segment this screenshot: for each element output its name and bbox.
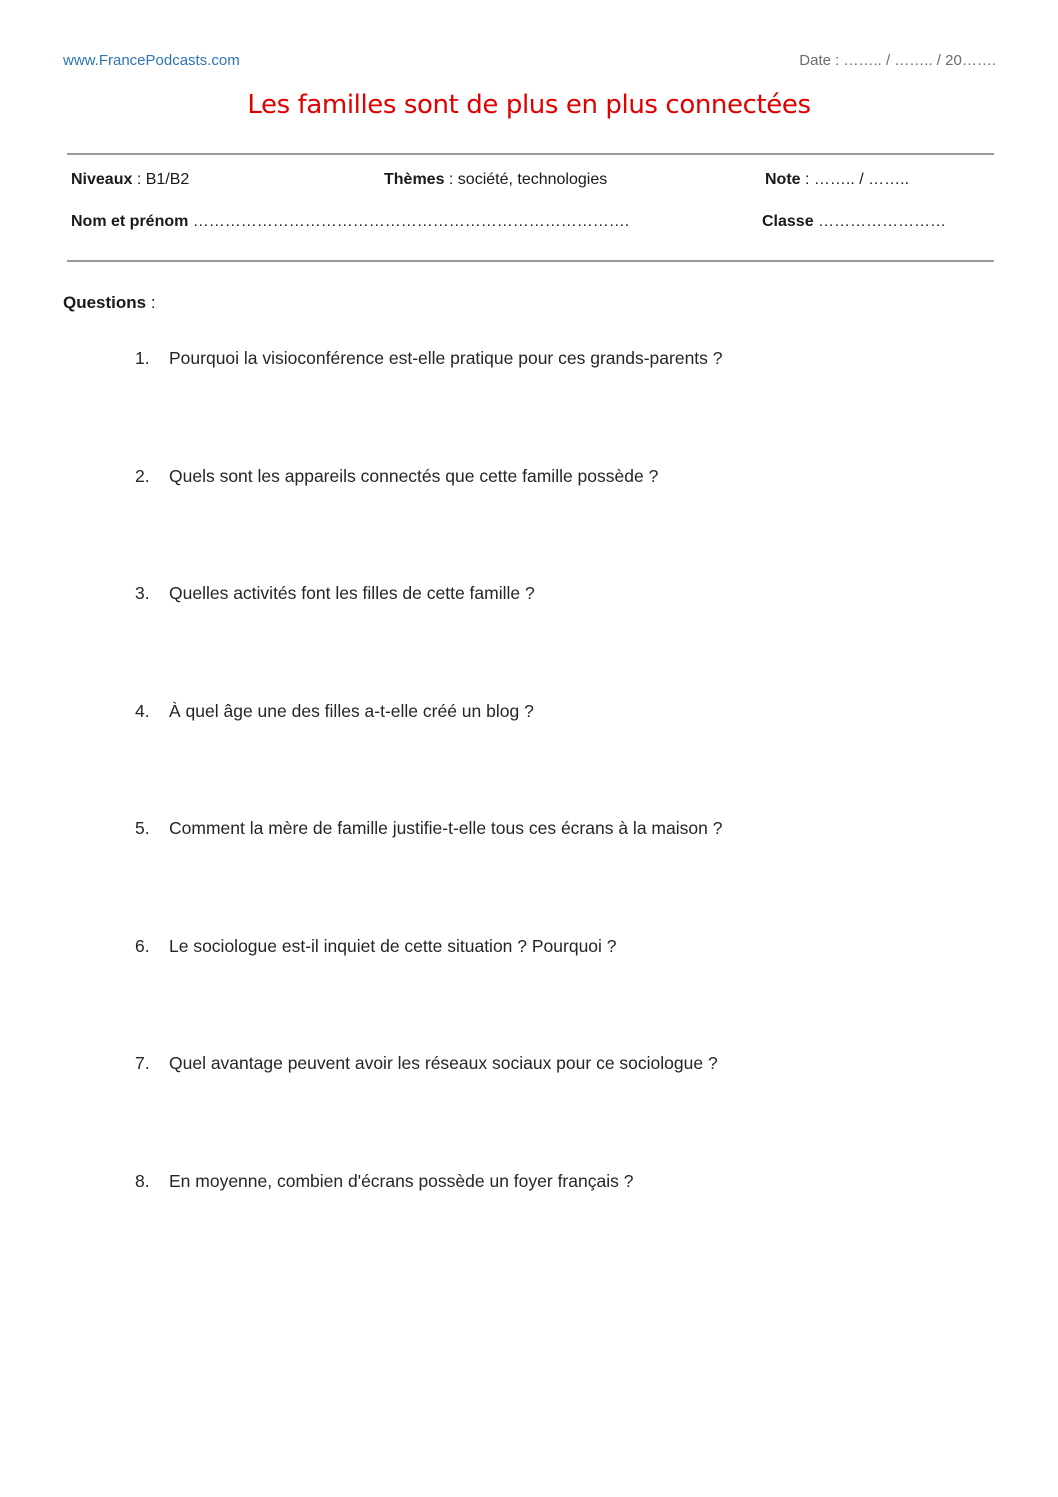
- question-text: Pourquoi la visioconférence est-elle pratique pour ces grands-parents ?: [169, 348, 723, 368]
- question-number: 6.: [135, 936, 150, 956]
- question-number: 3.: [135, 583, 150, 603]
- questions-heading: [63, 293, 156, 313]
- question-number: 1.: [135, 348, 150, 368]
- question-item: [0, 1053, 1058, 1077]
- question-number: 4.: [135, 701, 150, 721]
- themes-field: [384, 171, 607, 189]
- note-label: Note: [765, 171, 801, 188]
- name-field: [71, 213, 629, 231]
- note-value: : …….. / ……..: [800, 171, 910, 188]
- question-number: 2.: [135, 466, 150, 486]
- question-item: [0, 348, 1058, 372]
- question-item: [0, 466, 1058, 490]
- question-text: Le sociologue est-il inquiet de cette situation ? Pourquoi ?: [169, 936, 617, 956]
- site-link[interactable]: www.FrancePodcasts.com: [63, 52, 240, 69]
- class-label: Classe: [762, 213, 814, 230]
- niveaux-label: Niveaux: [71, 171, 133, 188]
- question-text: En moyenne, combien d'écrans possède un foyer français ?: [169, 1171, 634, 1191]
- niveaux-value: : B1/B2: [132, 171, 190, 188]
- question-number: 7.: [135, 1053, 150, 1073]
- question-item: [0, 936, 1058, 960]
- niveaux-field: [71, 171, 189, 189]
- class-field: [762, 213, 946, 231]
- question-item: [0, 818, 1058, 842]
- themes-value: : société, technologies: [444, 171, 608, 188]
- question-item: [0, 583, 1058, 607]
- question-text: Quelles activités font les filles de cette famille ?: [169, 583, 535, 603]
- date-line: Date : …….. / …….. / 20…….: [799, 52, 996, 69]
- page-title: Les familles sont de plus en plus connectées: [247, 90, 811, 120]
- themes-label: Thèmes: [384, 171, 445, 188]
- note-field: [765, 171, 909, 189]
- question-text: Quel avantage peuvent avoir les réseaux sociaux pour ce sociologue ?: [169, 1053, 718, 1073]
- questions-heading-suffix: :: [146, 293, 156, 312]
- question-text: À quel âge une des filles a-t-elle créé un blog ?: [169, 701, 534, 721]
- name-label: Nom et prénom: [71, 213, 189, 230]
- question-text: Comment la mère de famille justifie-t-elle tous ces écrans à la maison ?: [169, 818, 723, 838]
- bottom-divider: [67, 260, 994, 262]
- question-item: [0, 1171, 1058, 1195]
- questions-heading-label: Questions: [63, 293, 147, 312]
- question-text: Quels sont les appareils connectés que cette famille possède ?: [169, 466, 659, 486]
- class-value: ……………………: [813, 213, 947, 230]
- question-number: 5.: [135, 818, 150, 838]
- question-item: [0, 701, 1058, 725]
- top-divider: [67, 153, 994, 155]
- name-value: ……………………………………………………………………….: [188, 213, 630, 230]
- question-number: 8.: [135, 1171, 150, 1191]
